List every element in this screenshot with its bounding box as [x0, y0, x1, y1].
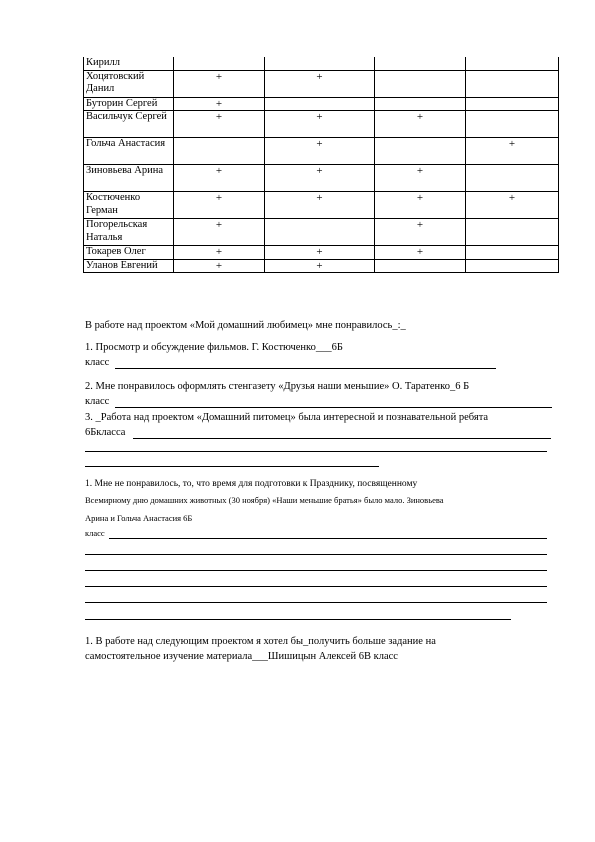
- mark-cell: +: [174, 192, 265, 219]
- mark-cell: +: [375, 111, 466, 138]
- student-name: Буторин Сергей: [84, 97, 174, 111]
- mark-cell: [375, 57, 466, 70]
- mark-cell: +: [174, 165, 265, 192]
- liked-item-3-cont: 6Бкласса: [85, 427, 126, 438]
- mark-cell: +: [265, 111, 375, 138]
- table-row: [84, 111, 559, 138]
- answer-line: [85, 570, 547, 571]
- mark-cell: [174, 138, 265, 165]
- answer-line: [109, 538, 547, 539]
- mark-cell: [466, 111, 559, 138]
- mark-cell: [265, 219, 375, 246]
- mark-cell: [375, 97, 466, 111]
- student-name: Кирилл: [84, 57, 174, 70]
- table-row: [84, 57, 559, 70]
- student-name: Костюченко Герман: [84, 192, 174, 219]
- mark-cell: +: [466, 138, 559, 165]
- mark-cell: [265, 97, 375, 111]
- mark-cell: +: [174, 259, 265, 273]
- mark-cell: +: [174, 246, 265, 260]
- mark-cell: [174, 57, 265, 70]
- answer-line: [85, 586, 547, 587]
- liked-intro: В работе над проектом «Мой домашний любимец» мне понравилось_:_: [85, 320, 406, 331]
- future-item-1: 1. В работе над следующим проектом я хотел бы_получить больше задание на: [85, 636, 436, 647]
- table-row: [84, 165, 559, 192]
- mark-cell: +: [375, 246, 466, 260]
- mark-cell: [466, 219, 559, 246]
- mark-cell: [466, 97, 559, 111]
- student-table: [83, 57, 559, 273]
- mark-cell: [375, 259, 466, 273]
- mark-cell: +: [265, 246, 375, 260]
- student-name: Токарев Олег: [84, 246, 174, 260]
- mark-cell: [466, 70, 559, 97]
- mark-cell: [375, 138, 466, 165]
- mark-cell: +: [375, 165, 466, 192]
- mark-cell: [466, 246, 559, 260]
- answer-line: [115, 368, 496, 369]
- mark-cell: +: [265, 192, 375, 219]
- mark-cell: [375, 70, 466, 97]
- mark-cell: +: [174, 219, 265, 246]
- answer-line: [115, 407, 552, 408]
- disliked-item-1-cont2: Арина и Гольча Анастасия 6Б: [85, 513, 193, 523]
- liked-item-3: 3. _Работа над проектом «Домашний питомец» была интересной и познавательной ребята: [85, 412, 489, 423]
- liked-item-1-cont: класс: [85, 357, 110, 368]
- answer-line: [133, 438, 551, 439]
- mark-cell: +: [174, 70, 265, 97]
- table-row: [84, 192, 559, 219]
- answer-line: [85, 554, 547, 555]
- mark-cell: [466, 259, 559, 273]
- table-row: [84, 259, 559, 273]
- mark-cell: [466, 57, 559, 70]
- liked-item-1: 1. Просмотр и обсуждение фильмов. Г. Костюченко___6Б: [85, 342, 343, 353]
- liked-item-2-cont: класс: [85, 396, 110, 407]
- mark-cell: +: [174, 97, 265, 111]
- mark-cell: +: [375, 219, 466, 246]
- student-name: Уланов Евгений: [84, 259, 174, 273]
- mark-cell: +: [174, 111, 265, 138]
- disliked-item-1: 1. Мне не понравилось, то, что время для подготовки к Празднику, посвященному: [85, 479, 418, 489]
- answer-line: [85, 619, 511, 620]
- student-name: Погорельская Наталья: [84, 219, 174, 246]
- mark-cell: [265, 57, 375, 70]
- mark-cell: +: [466, 192, 559, 219]
- answer-line: [85, 602, 547, 603]
- student-name: Зиновьева Арина: [84, 165, 174, 192]
- disliked-item-1-cont: Всемирному дню домашних животных (30 ноября) «Наши меньшие братья» было мало. Зиновьева: [85, 495, 444, 505]
- table-row: [84, 70, 559, 97]
- mark-cell: +: [265, 259, 375, 273]
- future-item-1-cont: самостоятельное изучение материала___Шишицын Алексей 6В класс: [85, 651, 398, 662]
- table-row: [84, 219, 559, 246]
- student-name: Хоцятовский Данил: [84, 70, 174, 97]
- student-name: Васильчук Сергей: [84, 111, 174, 138]
- mark-cell: [466, 165, 559, 192]
- mark-cell: +: [265, 165, 375, 192]
- student-name: Гольча Анастасия: [84, 138, 174, 165]
- mark-cell: +: [265, 70, 375, 97]
- answer-line: [85, 451, 547, 452]
- table-row: [84, 246, 559, 260]
- disliked-item-1-cont3: класс: [85, 528, 105, 538]
- table-row: [84, 138, 559, 165]
- mark-cell: +: [375, 192, 466, 219]
- mark-cell: +: [265, 138, 375, 165]
- liked-item-2: 2. Мне понравилось оформлять стенгазету «Друзья наши меньшие» О. Таратенко_6 Б: [85, 381, 470, 392]
- answer-line: [85, 466, 379, 467]
- table-row: [84, 97, 559, 111]
